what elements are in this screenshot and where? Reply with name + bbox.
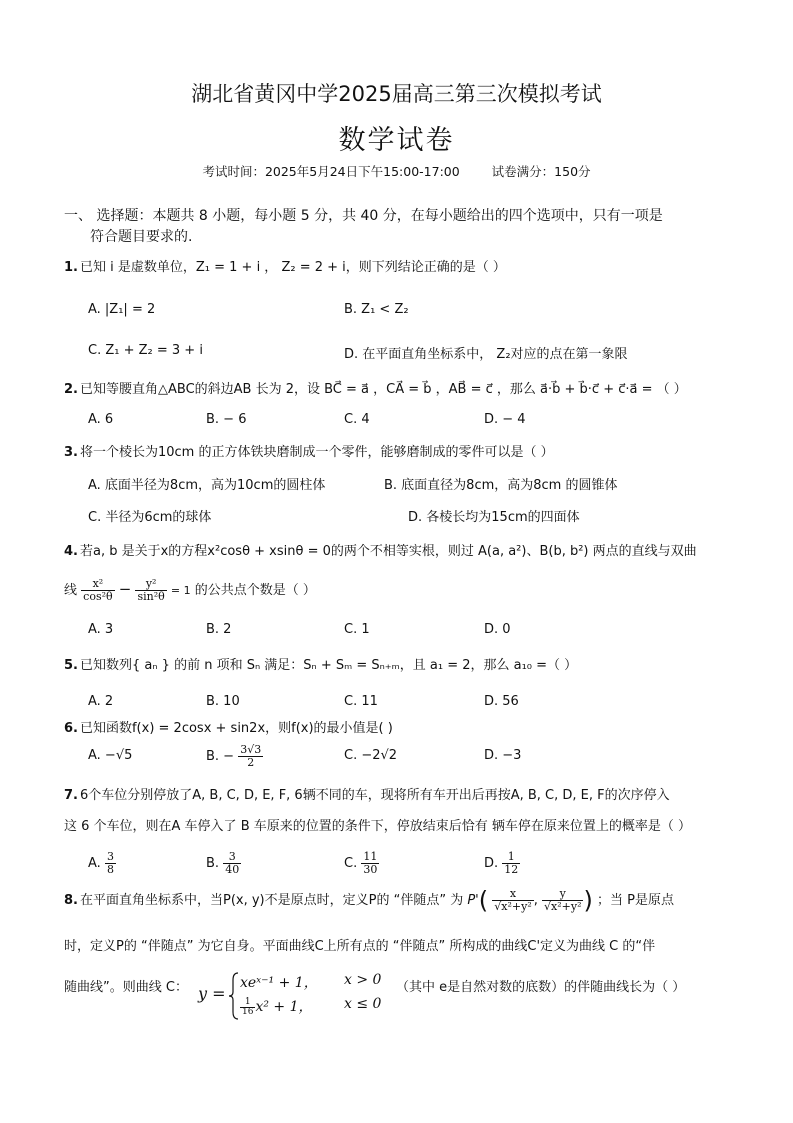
question-number: 7. [64,788,78,803]
question-8: 8. 在平面直角坐标系中，当P(x, y)不是原点时，定义P的 “伴随点” 为 P'( $\frac{x}{\text{√x²+y²}}$ , $\frac{y}{\text{√x²+y²}}$ ) ；当 P是原点 [64,886,674,915]
question-text-pre: 线 [64,583,78,598]
left-brace-icon [228,972,240,1020]
exam-score: 试卷满分：150分 [491,164,591,179]
condition-2: x ≤ 0 [344,996,382,1012]
question-3 [64,443,744,463]
q3-option-b: B. 底面直径为8cm，高为8cm 的圆锥体 [384,478,618,493]
frac-numerator: x [492,888,533,901]
q5-option-d: D. 56 [484,694,519,709]
q4-option-c: C. 1 [344,622,370,637]
question-2 [64,380,744,400]
frac-denominator: 30 [363,863,378,876]
frac-denominator: 8 [106,863,114,876]
question-text: 已知函数f(x) = 2cosx + sin2x，则f(x)的最小值是( ) [79,721,393,736]
question-number: 8. [64,893,78,908]
question-number: 5. [64,658,78,673]
q7-option-c [344,851,379,876]
q3-option-a: A. 底面半径为8cm，高为10cm的圆柱体 [88,478,326,493]
frac-denominator: cos²θ [83,590,113,603]
frac-numerator: y² [135,578,166,591]
question-text: 已知 i 是虚数单位，Z₁ = 1 + i ， Z₂ = 2 + i，则下列结论正确的是（ ） [79,260,506,275]
option-fraction [223,851,241,876]
q3-option-d: D. 各棱长均为15cm的四面体 [408,510,580,525]
frac-denominator: 12 [504,863,519,876]
frac-denominator: √x²+y² [544,900,582,913]
question-4 [64,542,744,562]
question-8-line2: 时，定义P的 “伴随点” 为它自身。平面曲线C上所有点的 “伴随点” 所构成的曲线C'定义为曲线 C 的“伴 [64,939,656,954]
option-fraction [238,744,263,769]
question-1 [64,258,744,278]
q5-option-b: B. 10 [206,694,240,709]
question-6 [64,719,744,739]
q1-option-b: B. Z₁ < Z₂ [344,302,409,317]
question-text-pre: 在平面直角坐标系中，当P(x, y)不是原点时，定义P的 “伴随点” 为 [79,893,464,908]
question-number: 2. [64,382,78,397]
frac-numerator: 3 [106,850,114,863]
q5-option-a: A. 2 [88,694,114,709]
option-label: C. [344,856,358,871]
hyperbola-term-x [81,578,114,603]
frac-numerator: y [542,888,583,901]
question-number: 1. [64,260,78,275]
question-text: 已知等腰直角△ABC的斜边AB 长为 2，设 BC⃗ = a⃗ ，CA⃗ = b⃗ ，AB⃗ = c⃗ ，那么 a⃗·b⃗ + b⃗·c⃗ + c⃗·a⃗ = （ ） [79,382,687,397]
q7-option-b [206,851,241,876]
frac-denominator: 40 [225,863,240,876]
question-7 [64,786,744,806]
question-number: 3. [64,445,78,460]
exam-time: 考试时间：2025年5月24日下午15:00-17:00 [202,164,460,179]
q7-option-a [88,851,116,876]
option-label: B. − [206,749,235,764]
q3-option-c: C. 半径为6cm的球体 [88,510,212,525]
question-4-line2: 线 $\frac{\text{x²}}{\text{cos²θ}}$ − $\frac{\text{y²}}{\text{sin²θ}}$ = 1 的公共点个数是（ ） [64,577,316,603]
question-text-pre: 随曲线”。则曲线 C： [64,980,188,995]
q6-option-a: A. −√5 [88,748,133,763]
frac-numerator: x² [81,578,114,591]
frac-numerator: 1 [502,851,520,864]
question-number: 4. [64,544,78,559]
q5-option-c: C. 11 [344,694,378,709]
question-8-line3-post: （其中 e是自然对数的底数）的伴随曲线长为（ ） [396,980,686,995]
option-label: B. [206,856,220,871]
q1-option-c: C. Z₁ + Z₂ = 3 + i [88,343,203,358]
q1-option-a: A. |Z₁| = 2 [88,302,156,317]
option-fraction [502,851,520,876]
q4-option-a: A. 3 [88,622,114,637]
point-label: P' [467,893,479,908]
q2-option-d: D. − 4 [484,412,526,427]
frac-numerator: 11 [363,850,378,863]
q4-option-d: D. 0 [484,622,511,637]
frac-numerator: 3 [223,851,241,864]
question-7-line2: 这 6 个车位，则在A 车停入了 B 车原来的位置的条件下，停放结束后恰有 辆车停在原来位置上的概率是（ ） [64,819,692,834]
frac-denominator: 2 [247,756,255,769]
q6-option-d: D. −3 [484,748,522,763]
condition-1: x > 0 [344,972,382,988]
option-fraction [361,851,379,876]
subject-title: 数学试卷 [338,125,455,156]
question-text-post: ；当 P是原点 [597,893,674,908]
q6-option-c: C. −2√2 [344,748,398,763]
q4-option-b: B. 2 [206,622,232,637]
frac-numerator: 1 [240,998,255,1008]
q2-option-a: A. 6 [88,412,114,427]
frac-numerator: 3√3 [240,743,262,756]
question-text: 将一个棱长为10cm 的正方体铁块磨制成一个零件，能够磨制成的零件可以是（ ） [79,445,554,460]
q2-option-c: C. 4 [344,412,370,427]
question-number: 6. [64,721,78,736]
exam-title: 湖北省黄冈中学2025届高三第三次模拟考试 [191,82,602,106]
hyperbola-rhs: = 1 [170,584,191,597]
frac-denominator: 16 [242,1006,254,1017]
question-text: 已知数列{ aₙ } 的前 n 项和 Sₙ 满足：Sₙ + Sₘ = Sₙ₊ₘ，且 a₁ = 2，那么 a₁₀ =（ ） [79,658,578,673]
question-5 [64,656,744,676]
q6-option-b [206,744,263,769]
q7-option-d [484,851,520,876]
hyperbola-term-y [135,578,166,603]
q2-option-b: B. − 6 [206,412,247,427]
question-text-post: 的公共点个数是（ ） [194,583,316,598]
piece-1: xeˣ⁻¹ + 1， [240,975,318,991]
y-label: y = [198,984,226,1003]
q1-option-d: D. 在平面直角坐标系中， Z₂对应的点在第一象限 [344,347,628,362]
section-instructions [64,206,744,248]
question-text-line1: 6个车位分别停放了A, B, C, D, E, F, 6辆不同的车，现将所有车开出后再按A, B, C, D, E, F的次序停入 [79,788,670,803]
frac-denominator: √x²+y² [494,900,532,913]
frac-denominator: sin²θ [137,590,165,603]
section-line1: 一、 选择题：本题共 8 小题，每小题 5 分，共 40 分，在每小题给出的四个选项中，只有一项是 [64,208,663,224]
option-label: D. [484,856,499,871]
option-fraction [105,851,116,876]
question-text-line1: 若a, b 是关于x的方程x²cosθ + xsinθ = 0的两个不相等实根，则过 A(a, a²)、B(b, b²) 两点的直线与双曲 [79,544,697,559]
companion-y [542,888,583,913]
piece-2: $\frac{1}{16}$ x² + 1， [242,996,313,1017]
coef-fraction [240,998,255,1017]
exam-info [0,162,793,180]
option-label: A. [88,856,101,871]
section-line2: 符合题目要求的. [90,229,193,245]
companion-x [492,888,533,913]
